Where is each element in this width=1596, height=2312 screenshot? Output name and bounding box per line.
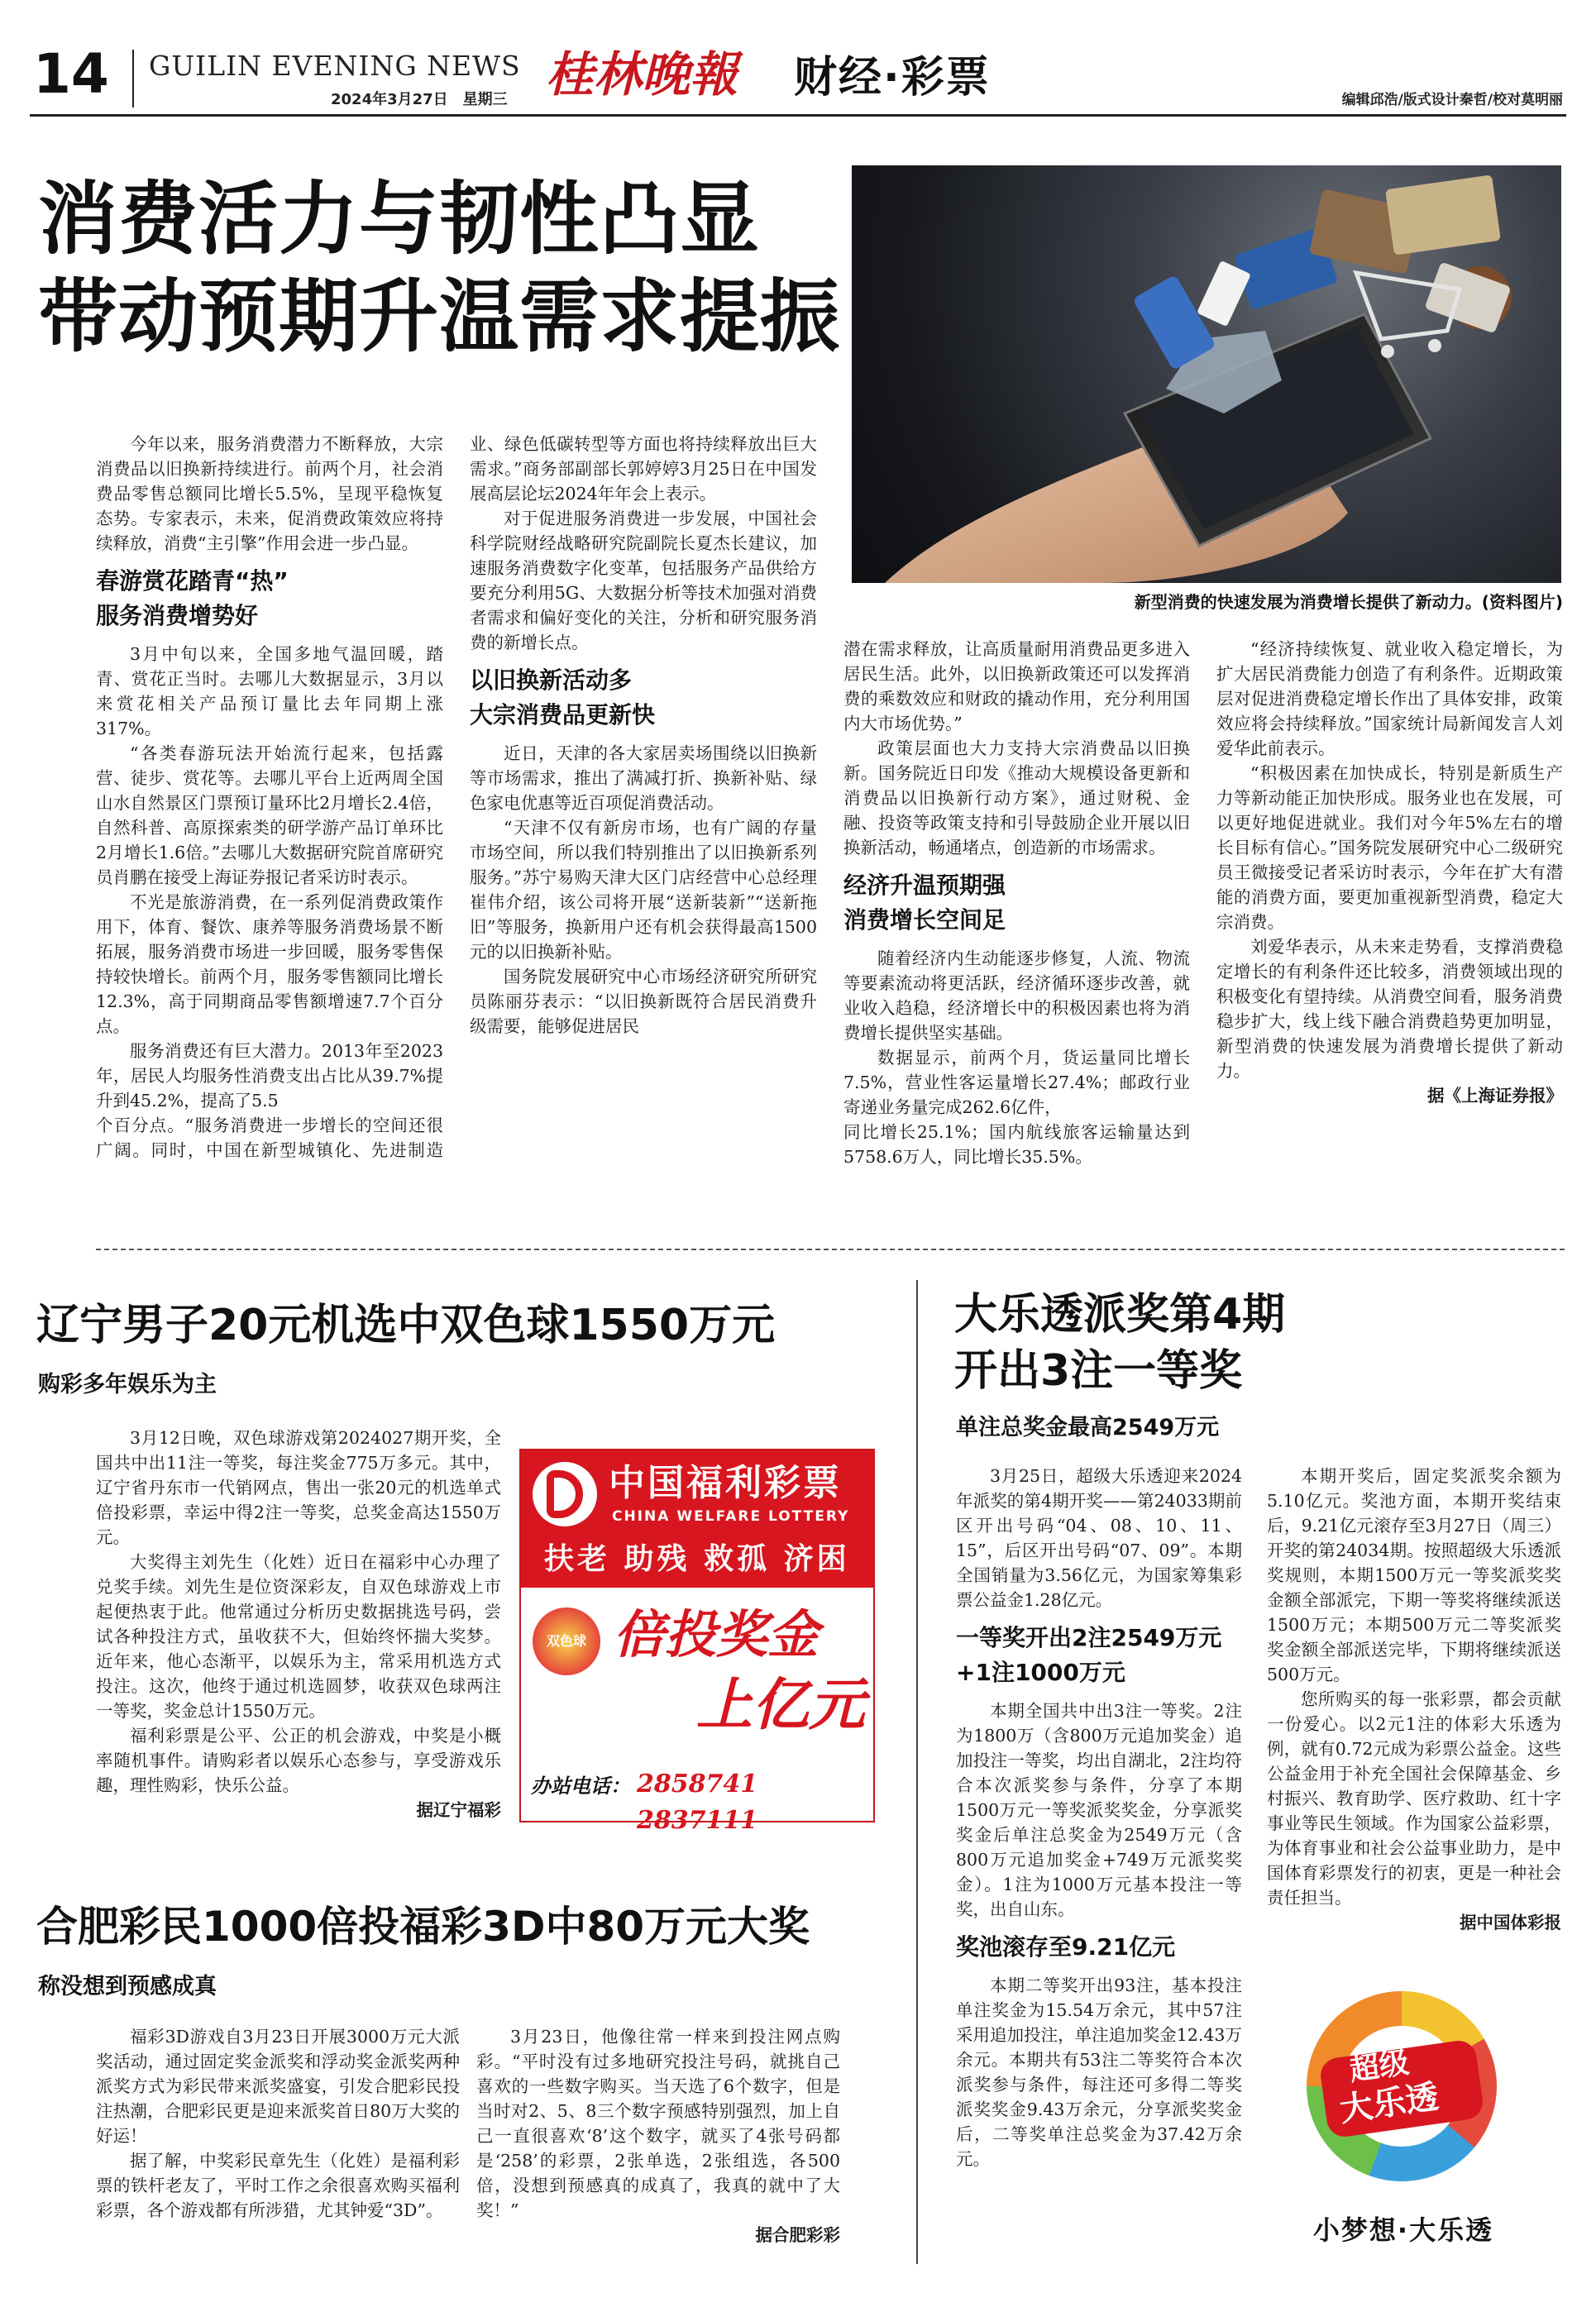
lead-paragraph: “经济持续恢复、就业收入稳定增长，为扩大居民消费能力创造了有利条件。近期政策层对促进消费稳定增长作出了具体安排，政策效应将会持续释放。”国家统计局新闻发言人刘爱华此前表示。	[1216, 639, 1563, 758]
welfare-ad-slogan: 扶老 助残 救孤 济困	[544, 1542, 850, 1576]
dlt-paragraph: 本期全国共中出3注一等奖。2注为1800万（含800万元追加奖金）追加投注一等奖，均出自湖北，2注均符合本次派奖参与条件，分享了本期1500万元一等奖派奖奖金，分享派奖奖金后单注总奖金为2549万元（含800万元追加奖金+749万元派奖奖金）。1注为1000万元基本投注一等奖，出自山东。	[956, 1701, 1242, 1919]
hefei-paragraph: 3月23日，他像往常一样来到投注网点购彩。“平时没有过多地研究投注号码，就挑自己喜欢的一些数字购买。当天选了6个数字，但是当时对2、5、8三个数字预感特别强烈，加上自己一直很喜欢‘8’这个数字，就买了4张号码都是‘258’的彩票，2张单选，2张组选，各500倍，没想到预感真的成真了，我真的就中了大奖！”	[476, 2027, 840, 2220]
dlt-body-right	[1267, 1464, 1561, 1935]
welfare-ad-promo-2: 上亿元	[696, 1672, 866, 1738]
lead-paragraph: 同比增长25.1%；国内航线旅客运输量达到5758.6万人，同比增长35.5%。	[843, 1122, 1190, 1167]
hefei-source: 据合肥彩彩	[755, 2225, 840, 2245]
liaoning-paragraph: 福利彩票是公平、公正的机会游戏，中奖是小概率随机事件。请购彩者以娱乐心态参与，享受游戏乐趣，理性购彩，快乐公益。	[96, 1726, 501, 1795]
dlt-headline-line2: 开出3注一等奖	[954, 1346, 1243, 1396]
lead-paragraph: 对于促进服务消费进一步发展，中国社会科学院财经战略研究院副院长夏杰长建议，加速服务消费数字化变革，包括服务产品供给方要充分利用5G、大数据分析等技术加强对消费者需求和偏好变化的关注，分析和研究服务消费的新增长点。	[470, 509, 817, 652]
hefei-subhead: 称没想到预感成真	[38, 1974, 217, 1999]
dlt-paragraph: 本期二等奖开出93注，基本投注单注奖金为15.54万余元，其中57注采用追加投注，单注追加奖金12.43万余元。本期共有53注二等奖符合本次派奖参与条件，每注还可多得二等奖派奖奖金9.43万余元，分享派奖奖金后，二等奖单注总奖金为37.42万余元。	[956, 1975, 1242, 2169]
lead-paragraph: 数据显示，前两个月，货运量同比增长7.5%，营业性客运量增长27.4%；邮政行业寄递业务量完成262.6亿件，	[843, 1048, 1190, 1117]
hefei-paragraph: 福彩3D游戏自3月23日开展3000万元大派奖活动，通过固定奖金派奖和浮动奖金派奖两种派奖方式为彩民带来派奖盛宴，引发合肥彩民投注热潮，合肥彩民更是迎来派奖首日80万大奖的好运！	[96, 2027, 460, 2146]
dlt-paragraph: 本期开奖后，固定奖派奖余额为5.10亿元。奖池方面，本期开奖结束后，9.21亿元滚存至3月27日（周三）开奖的第24034期。按照超级大乐透派奖规则，本期1500万元一等奖派奖奖金额全部派完，下期一等奖将继续派送1500万元；本期500万元二等奖派奖奖金额全部派送完毕，下期将继续派送500万元。	[1267, 1466, 1561, 1684]
lead-paragraph: “各类春游玩法开始流行起来，包括露营、徒步、赏花等。去哪儿平台上近两周全国山水自然景区门票预订量环比2月增长2.4倍，自然科普、高原探索类的研学游产品订单环比2月增长1.6倍。”去哪儿大数据研究院首席研究员肖鹏在接受上海证券报记者采访时表示。	[96, 743, 443, 887]
lead-paragraph: “天津不仅有新房市场，也有广阔的存量市场空间，所以我们特别推出了以旧换新系列服务。”苏宁易购天津大区门店经营中心总经理崔伟介绍，该公司将开展“送新装新”“送新拖旧”等服务，换新用户还有机会获得最高1500元的以旧换新补贴。	[470, 818, 817, 962]
lead-subhead-1-line1: 春游赏花踏青“热”	[96, 567, 289, 595]
super-lotto-tagline: 小梦想·大乐透	[1312, 2214, 1494, 2246]
dlt-subhead-prize	[956, 1621, 1242, 1690]
liaoning-headline: 辽宁男子20元机选中双色球1550万元	[36, 1301, 776, 1350]
lead-photo-caption: 新型消费的快速发展为消费增长提供了新动力。(资料图片)	[1134, 592, 1563, 612]
lead-columns-left	[96, 432, 817, 1184]
hefei-headline: 合肥彩民1000倍投福彩3D中80万元大奖	[36, 1903, 810, 1951]
dlt-body-left	[956, 1464, 1242, 2171]
lead-subhead-2-line1: 以旧换新活动多	[470, 666, 633, 694]
welfare-lottery-logo-icon	[533, 1462, 597, 1526]
dlt-subhead-pool: 奖池滚存至9.21亿元	[956, 1933, 1176, 1961]
dlt-source: 据中国体彩报	[1460, 1913, 1561, 1932]
dlt-subhead-prize-line2: +1注1000万元	[956, 1659, 1125, 1686]
super-lotto-logo-line2: 大乐透	[1337, 2077, 1441, 2130]
dlt-subhead-prize-line1: 一等奖开出2注2549万元	[956, 1624, 1222, 1651]
lead-paragraph: 刘爱华表示，从未来走势看，支撑消费稳定增长的有利条件还比较多，消费领域出现的积极变化有望持续。从消费空间看，服务消费稳步扩大，线上线下融合消费趋势更加明显，新型消费的快速发展为消费增长提供了新动力。	[1216, 937, 1563, 1081]
lead-headline	[38, 170, 852, 365]
lead-paragraph: 潜在需求释放，让高质量耐用消费品更多进入居民生活。此外，以旧换新政策还可以发挥消费的乘数效应和财政的撬动作用，充分利用国内大市场优势。”	[843, 639, 1190, 733]
lead-paragraph: 不光是旅游消费，在一系列促消费政策作用下，体育、餐饮、康养等服务消费场景不断拓展，服务消费市场进一步回暖，服务零售保持较快增长。前两个月，服务零售额同比增长12.3%，高于同期商品零售额增速7.7个百分点。	[96, 892, 443, 1036]
masthead-divider	[132, 50, 134, 107]
super-lotto-logo-line1: 超级	[1347, 2046, 1412, 2088]
lead-subhead-1	[96, 564, 443, 633]
lead-headline-line2: 带动预期升温需求提振	[38, 268, 852, 365]
lead-subhead-2-line2: 大宗消费品更新快	[470, 701, 656, 728]
welfare-ad-title-en: CHINA WELFARE LOTTERY	[612, 1508, 850, 1525]
editor-credits: 编辑邱浩/版式设计秦哲/校对莫明丽	[1341, 92, 1563, 108]
welfare-ad-promo-1: 倍投奖金	[614, 1604, 820, 1665]
dlt-headline	[954, 1287, 1285, 1399]
section-divider	[96, 1249, 1565, 1250]
newspaper-logo: 桂林晚報	[546, 46, 738, 103]
ssq-mini-logo-text: 双色球	[546, 1633, 586, 1649]
welfare-ad-phone-label: 办站电话：	[531, 1774, 630, 1798]
issue-date: 2024年3月27日 星期三	[331, 91, 508, 108]
column-divider	[916, 1280, 918, 2264]
lead-paragraph: 政策层面也大力支持大宗消费品以旧换新。国务院近日印发《推动大规模设备更新和消费品以旧换新行动方案》，通过财税、金融、投资等政策支持和引导鼓励企业开展以旧换新活动，畅通堵点，创造新的市场需求。	[843, 738, 1190, 857]
liaoning-paragraph: 大奖得主刘先生（化姓）近日在福彩中心办理了兑奖手续。刘先生是位资深彩友，自双色球游戏上市起便热衷于此。他常通过分析历史数据挑选号码，尝试各种投注方式，虽收获不大，但始终怀揣大奖梦。近年来，他心态渐平，以娱乐为主，常采用机选方式投注。这次，他终于通过机选圆梦，收获双色球两注一等奖，奖金总计1550万元。	[96, 1552, 501, 1721]
masthead-rule	[30, 114, 1566, 117]
lead-subhead-1-line2: 服务消费增势好	[96, 602, 259, 629]
hefei-paragraph: 据了解，中奖彩民章先生（化姓）是福利彩票的铁杆老友了，平时工作之余很喜欢购买福利彩票，各个游戏都有所涉猎，尤其钟爱“3D”。	[96, 2151, 460, 2220]
masthead	[0, 0, 1596, 116]
lead-intro: 今年以来，服务消费潜力不断释放，大宗消费品以旧换新持续进行。前两个月，社会消费品零售总额同比增长5.5%，呈现平稳恢复态势。专家表示，未来，促消费政策效应将持续释放，消费“主引擎”作用会进一步凸显。	[96, 434, 443, 553]
hefei-body-right	[476, 2024, 840, 2248]
lead-subhead-3-line1: 经济升温预期强	[843, 872, 1006, 899]
lead-source: 据《上海证券报》	[1427, 1086, 1563, 1106]
dlt-subhead: 单注总奖金最高2549万元	[956, 1415, 1220, 1440]
liaoning-body	[96, 1426, 501, 1822]
lead-paragraph: 国务院发展研究中心市场经济研究所研究员陈丽芬表示：“以旧换新既符合居民消费升级需要，能够促进居民	[470, 967, 817, 1036]
lead-subhead-3-line2: 消费增长空间足	[843, 906, 1006, 934]
dlt-paragraph: 您所购买的每一张彩票，都会贡献一份爱心。以2元1注的体彩大乐透为例，就有0.72元成为彩票公益金。这些公益金用于补充全国社会保障基金、乡村振兴、教育助学、医疗救助、红十字事业等民生领域。作为国家公益彩票，为体育事业和社会公益事业助力，是中国体育彩票发行的初衷，更是一种社会责任担当。	[1267, 1689, 1561, 1908]
lead-headline-line1: 消费活力与韧性凸显	[38, 170, 772, 268]
paper-english-name: GUILIN EVENING NEWS	[149, 50, 521, 82]
hefei-body-left	[96, 2024, 460, 2223]
dlt-paragraph: 3月25日，超级大乐透迎来2024年派奖的第4期开奖——第24033期前区开出号码“04、08、10、11、15”，后区开出号码“07、09”。本期全国销量为3.56亿元，为国家筹集彩票公益金1.28亿元。	[956, 1466, 1242, 1610]
lead-paragraph: 服务消费还有巨大潜力。2013年至2023年，居民人均服务性消费支出占比从39.7%提升到45.2%，提高了5.5	[96, 1041, 443, 1111]
lead-paragraph: 随着经济内生动能逐步修复，人流、物流等要素流动将更活跃，经济循环逐步改善，就业收入趋稳，经济增长中的积极因素也将为消费增长提供坚实基础。	[843, 948, 1190, 1043]
section-title: 财经·彩票	[794, 53, 991, 103]
dlt-headline-line1: 大乐透派奖第4期	[954, 1290, 1286, 1340]
lead-paragraph: 3月中旬以来，全国多地气温回暖，踏青、赏花正当时。去哪儿大数据显示，3月以来赏花相关产品预订量比去年同期上涨317%。	[96, 644, 443, 738]
welfare-ad-phone: 2858741 2837111	[637, 1770, 758, 1835]
lead-subhead-3	[843, 868, 1190, 938]
lead-photo	[852, 165, 1561, 583]
welfare-ad-title: 中国福利彩票	[609, 1462, 842, 1504]
super-lotto-logo	[1307, 1991, 1497, 2181]
lead-paragraph: 近日，天津的各大家居卖场围绕以旧换新等市场需求，推出了满减打折、换新补贴、绿色家电优惠等近百项促消费活动。	[470, 743, 817, 813]
lead-paragraph: “积极因素在加快成长，特别是新质生产力等新动能正加快形成。服务业也在发展，可以更好地促进就业。我们对今年5%左右的增长目标有信心。”国务院发展研究中心二级研究员王微接受记者采访时表示，今年在扩大有潜能的消费方面，要更加重视新型消费，稳定大宗消费。	[1216, 763, 1563, 932]
ssq-mini-logo	[533, 1607, 600, 1675]
liaoning-source: 据辽宁福彩	[416, 1800, 501, 1820]
lead-paragraph: 个百分点。“服务消费进一步增长的空间还很广阔。同时，中国在新型城镇化、先进制造业、绿色低碳转型等方面也将持续释放出巨大需求。”商务部副部长郭婷婷3月25日在中国发展高层论坛2024年年会上表示。	[96, 434, 817, 1160]
smartphone-shopping-illustration	[852, 165, 1561, 583]
liaoning-subhead: 购彩多年娱乐为主	[38, 1372, 217, 1397]
page-number: 14	[33, 42, 109, 106]
lead-subhead-2	[470, 663, 817, 733]
welfare-lottery-ad	[519, 1449, 875, 1835]
liaoning-paragraph: 3月12日晚，双色球游戏第2024027期开奖，全国共中出11注一等奖，每注奖金775万多元。其中，辽宁省丹东市一代销网点，售出一张20元的机选单式倍投彩票，幸运中得2注一等奖，总奖金高达1550万元。	[96, 1428, 501, 1547]
lead-columns-right	[843, 637, 1563, 1199]
